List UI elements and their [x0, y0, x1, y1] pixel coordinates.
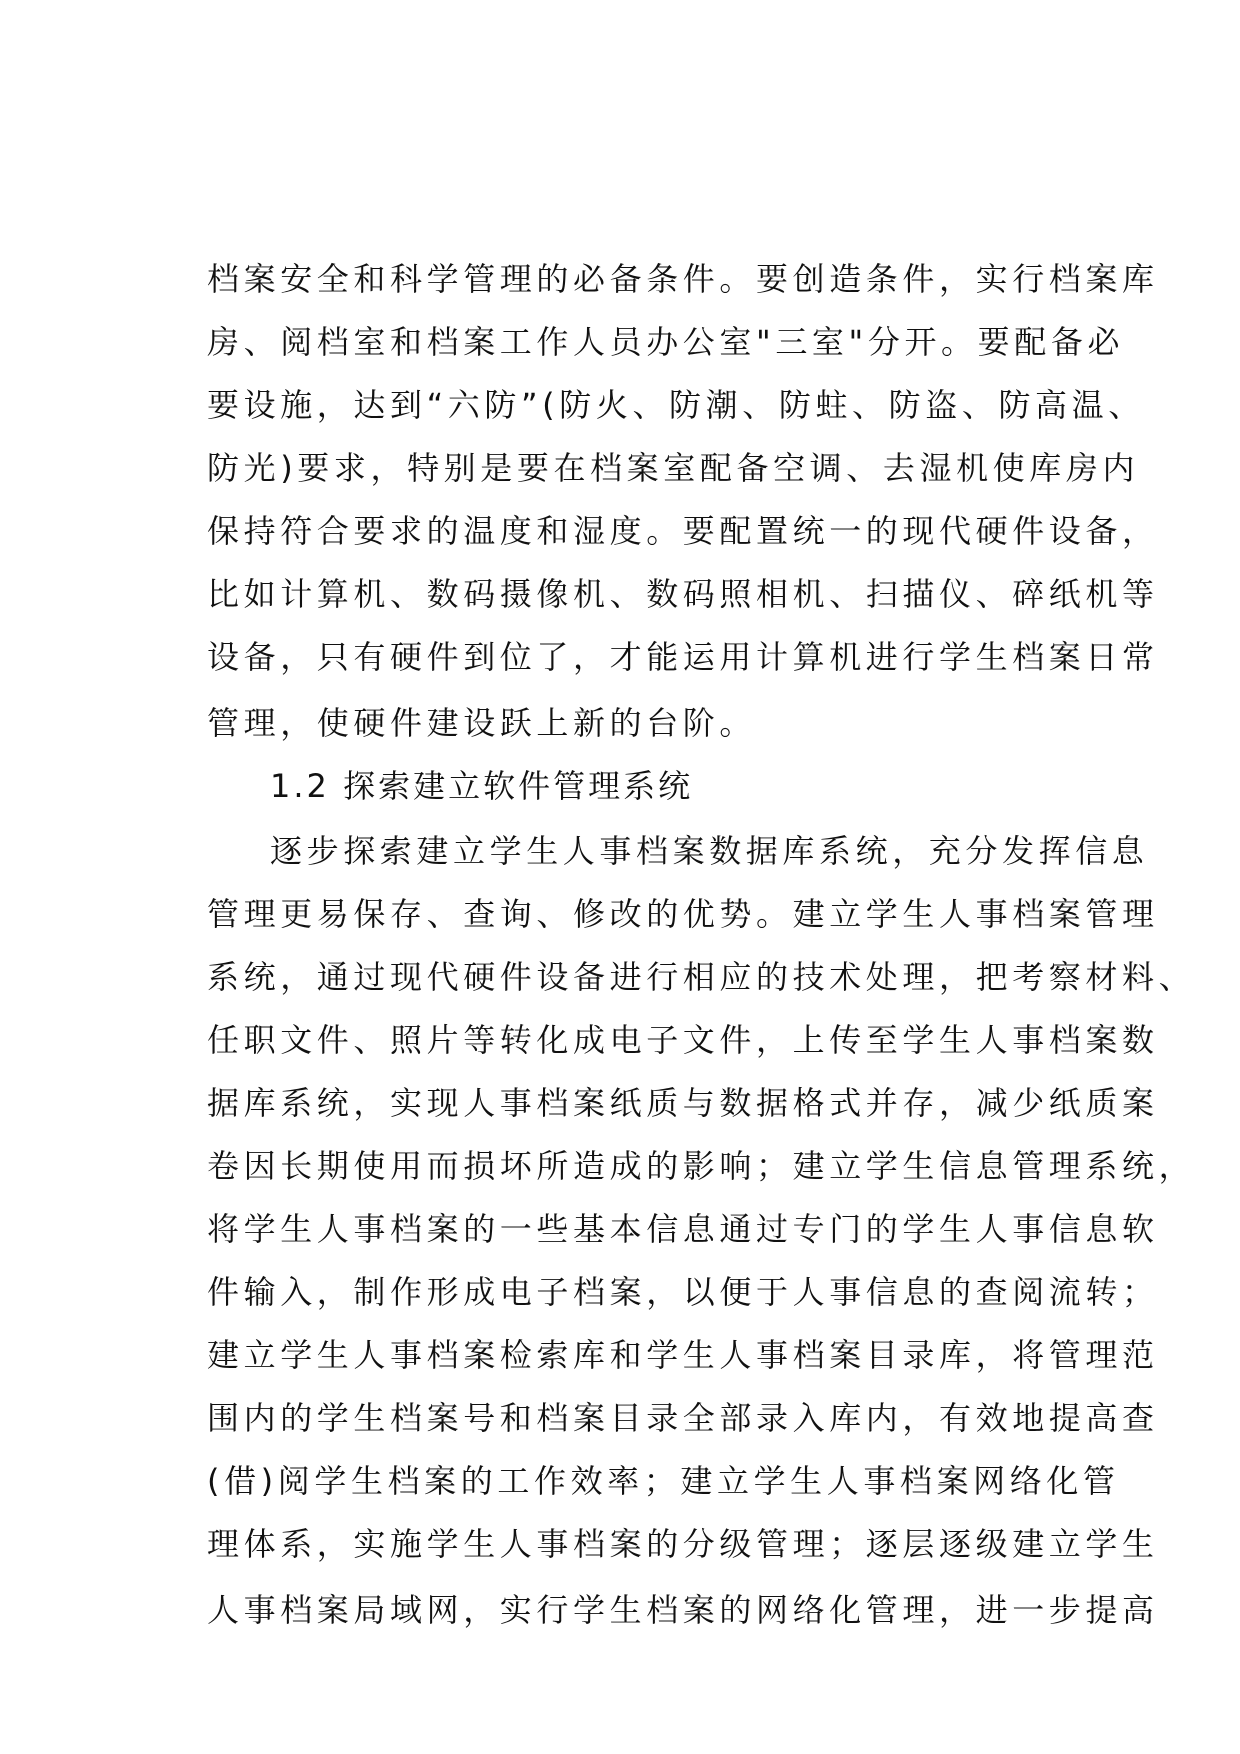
paragraph-2-line: 件输入，制作形成电子档案，以便于人事信息的查阅流转；: [207, 1273, 1159, 1311]
paragraph-2-line: 将学生人事档案的一些基本信息通过专门的学生人事信息软: [207, 1210, 1159, 1248]
paragraph-2-line: 建立学生人事档案检索库和学生人事档案目录库，将管理范: [207, 1336, 1159, 1374]
paragraph-2-line: 围内的学生档案号和档案目录全部录入库内，有效地提高查: [207, 1399, 1159, 1437]
paragraph-2-line: 逐步探索建立学生人事档案数据库系统，充分发挥信息: [270, 832, 1149, 870]
paragraph-2-line: 卷因长期使用而损坏所造成的影响；建立学生信息管理系统，: [207, 1147, 1196, 1185]
paragraph-2-line: 理体系，实施学生人事档案的分级管理；逐层逐级建立学生: [207, 1525, 1159, 1563]
paragraph-1-line: 管理，使硬件建设跃上新的台阶。: [207, 704, 757, 742]
paragraph-2-line: (借)阅学生档案的工作效率；建立学生人事档案网络化管: [207, 1462, 1120, 1500]
paragraph-2-line: 系统，通过现代硬件设备进行相应的技术处理，把考察材料、: [207, 958, 1196, 996]
paragraph-2-line: 据库系统，实现人事档案纸质与数据格式并存，减少纸质案: [207, 1084, 1159, 1122]
paragraph-2-line: 管理更易保存、查询、修改的优势。建立学生人事档案管理: [207, 895, 1159, 933]
paragraph-1-line: 保持符合要求的温度和湿度。要配置统一的现代硬件设备，: [207, 512, 1159, 550]
paragraph-2-line: 任职文件、照片等转化成电子文件，上传至学生人事档案数: [207, 1021, 1159, 1059]
paragraph-1-line: 档案安全和科学管理的必备条件。要创造条件，实行档案库: [207, 260, 1159, 298]
paragraph-1-line: 设备，只有硬件到位了，才能运用计算机进行学生档案日常: [207, 638, 1159, 676]
paragraph-1-line: 比如计算机、数码摄像机、数码照相机、扫描仪、碎纸机等: [207, 575, 1159, 613]
paragraph-1-line: 房、阅档室和档案工作人员办公室"三室"分开。要配备必: [207, 323, 1125, 361]
paragraph-1-line: 防光)要求，特别是要在档案室配备空调、去湿机使库房内: [207, 449, 1140, 487]
section-heading: 1.2 探索建立软件管理系统: [270, 767, 694, 805]
paragraph-1-line: 要设施，达到“六防”(防火、防潮、防蛀、防盗、防高温、: [207, 386, 1145, 424]
paragraph-2-line: 人事档案局域网，实行学生档案的网络化管理，进一步提高: [207, 1591, 1159, 1629]
